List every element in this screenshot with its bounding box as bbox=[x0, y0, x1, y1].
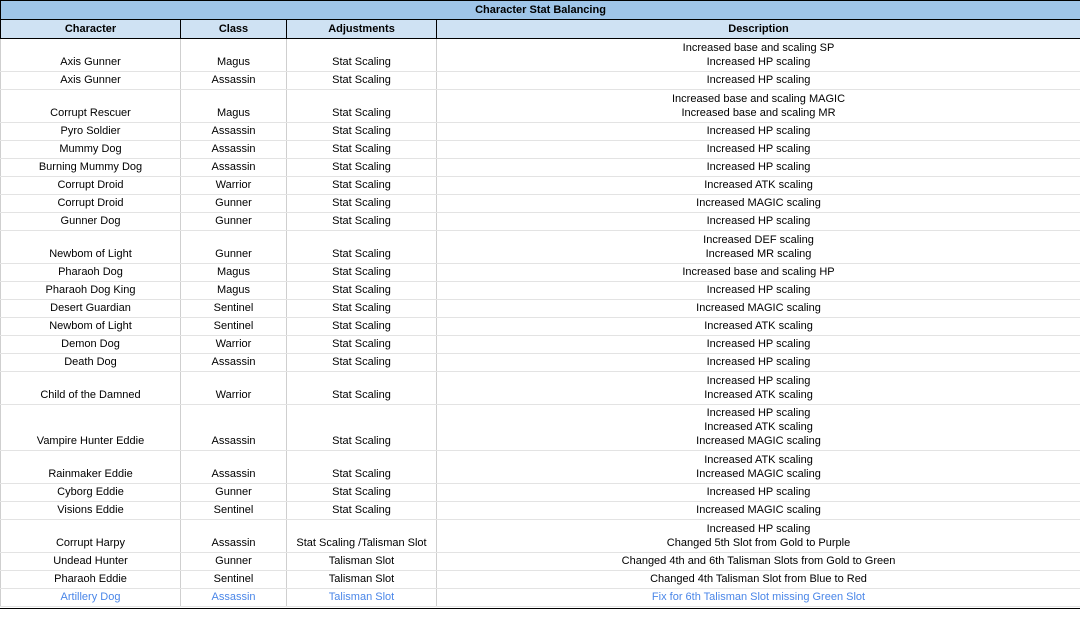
cell-description[interactable] bbox=[437, 502, 1080, 520]
cell-description[interactable] bbox=[437, 195, 1080, 213]
description-line: Increased ATK scaling bbox=[704, 179, 813, 191]
description-line: Increased DEF scaling bbox=[703, 234, 814, 246]
cell-character[interactable]: Demon Dog bbox=[1, 336, 181, 354]
description-line: Increased ATK scaling bbox=[704, 389, 813, 401]
cell-character[interactable]: Desert Guardian bbox=[1, 300, 181, 318]
cell-description[interactable] bbox=[437, 231, 1080, 264]
table-row bbox=[1, 39, 1080, 72]
cell-description[interactable] bbox=[437, 39, 1080, 72]
header-adjustments[interactable]: Adjustments bbox=[287, 20, 437, 39]
cell-adjustments[interactable]: Stat Scaling bbox=[287, 159, 437, 177]
cell-character[interactable]: Visions Eddie bbox=[1, 502, 181, 520]
description-line: Increased HP scaling bbox=[706, 486, 811, 498]
cell-character[interactable]: Undead Hunter bbox=[1, 553, 181, 571]
cell-character[interactable]: Corrupt Droid bbox=[1, 195, 181, 213]
cell-class[interactable]: Warrior bbox=[181, 177, 287, 195]
table-row bbox=[1, 502, 1080, 520]
cell-class[interactable]: Assassin bbox=[181, 123, 287, 141]
sheet-bottom-border bbox=[0, 608, 1080, 609]
header-character[interactable]: Character bbox=[1, 20, 181, 39]
cell-class[interactable]: Assassin bbox=[181, 589, 287, 607]
table-row bbox=[1, 159, 1080, 177]
cell-class[interactable]: Warrior bbox=[181, 336, 287, 354]
table-row bbox=[1, 484, 1080, 502]
table-row bbox=[1, 451, 1080, 484]
description-line: Increased HP scaling bbox=[706, 161, 811, 173]
cell-description[interactable] bbox=[437, 354, 1080, 372]
cell-adjustments[interactable]: Stat Scaling bbox=[287, 90, 437, 123]
cell-class[interactable]: Sentinel bbox=[181, 318, 287, 336]
table-row bbox=[1, 177, 1080, 195]
description-line: Increased MAGIC scaling bbox=[696, 435, 821, 447]
cell-adjustments[interactable]: Stat Scaling bbox=[287, 141, 437, 159]
description-line: Changed 4th and 6th Talisman Slots from Gold to Green bbox=[621, 555, 896, 567]
description-line: Increased base and scaling MR bbox=[681, 107, 836, 119]
description-line: Increased MAGIC scaling bbox=[696, 504, 821, 516]
cell-class[interactable]: Magus bbox=[181, 90, 287, 123]
description-line: Increased HP scaling bbox=[706, 356, 811, 368]
cell-class[interactable]: Assassin bbox=[181, 141, 287, 159]
table-row bbox=[1, 213, 1080, 231]
cell-description[interactable] bbox=[437, 484, 1080, 502]
description-line: Increased ATK scaling bbox=[704, 421, 813, 433]
cell-adjustments[interactable]: Talisman Slot bbox=[287, 589, 437, 607]
cell-description[interactable] bbox=[437, 72, 1080, 90]
cell-description[interactable] bbox=[437, 318, 1080, 336]
table-row bbox=[1, 90, 1080, 123]
description-line: Increased MAGIC scaling bbox=[696, 302, 821, 314]
cell-description[interactable] bbox=[437, 571, 1080, 589]
cell-character[interactable]: Axis Gunner bbox=[1, 72, 181, 90]
cell-description[interactable] bbox=[437, 213, 1080, 231]
description-line: Increased HP scaling bbox=[706, 284, 811, 296]
cell-class[interactable]: Sentinel bbox=[181, 502, 287, 520]
table-row bbox=[1, 405, 1080, 451]
cell-description[interactable] bbox=[437, 90, 1080, 123]
description-line: Increased ATK scaling bbox=[704, 320, 813, 332]
cell-class[interactable]: Assassin bbox=[181, 520, 287, 553]
cell-description[interactable] bbox=[437, 282, 1080, 300]
cell-class[interactable]: Assassin bbox=[181, 451, 287, 484]
cell-character[interactable]: Vampire Hunter Eddie bbox=[1, 405, 181, 451]
description-line: Changed 5th Slot from Gold to Purple bbox=[666, 537, 851, 549]
description-line: Increased HP scaling bbox=[706, 74, 811, 86]
cell-character[interactable]: Pharaoh Dog bbox=[1, 264, 181, 282]
table-row bbox=[1, 282, 1080, 300]
table-row bbox=[1, 72, 1080, 90]
cell-adjustments[interactable]: Stat Scaling bbox=[287, 195, 437, 213]
cell-class[interactable]: Sentinel bbox=[181, 300, 287, 318]
cell-class[interactable]: Assassin bbox=[181, 405, 287, 451]
cell-adjustments[interactable]: Stat Scaling bbox=[287, 336, 437, 354]
cell-class[interactable]: Warrior bbox=[181, 372, 287, 405]
cell-adjustments[interactable]: Stat Scaling bbox=[287, 451, 437, 484]
cell-description[interactable] bbox=[437, 520, 1080, 553]
cell-class[interactable]: Magus bbox=[181, 39, 287, 72]
description-line: Increased MAGIC scaling bbox=[696, 468, 821, 480]
description-line: Increased HP scaling bbox=[706, 143, 811, 155]
table-row bbox=[1, 318, 1080, 336]
description-line: Increased HP scaling bbox=[706, 56, 811, 68]
cell-description[interactable] bbox=[437, 159, 1080, 177]
cell-adjustments[interactable]: Stat Scaling bbox=[287, 405, 437, 451]
cell-adjustments[interactable]: Stat Scaling bbox=[287, 72, 437, 90]
cell-character[interactable]: Corrupt Harpy bbox=[1, 520, 181, 553]
table-row bbox=[1, 553, 1080, 571]
cell-adjustments[interactable]: Talisman Slot bbox=[287, 571, 437, 589]
table-row bbox=[1, 589, 1080, 607]
table-title[interactable]: Character Stat Balancing bbox=[1, 1, 1080, 20]
description-line: Fix for 6th Talisman Slot missing Green Slot bbox=[651, 591, 866, 603]
cell-character[interactable]: Newbom of Light bbox=[1, 231, 181, 264]
table-row bbox=[1, 520, 1080, 553]
cell-description[interactable] bbox=[437, 336, 1080, 354]
description-line: Increased MAGIC scaling bbox=[696, 197, 821, 209]
table-row bbox=[1, 195, 1080, 213]
cell-character[interactable]: Pharaoh Eddie bbox=[1, 571, 181, 589]
cell-class[interactable]: Gunner bbox=[181, 195, 287, 213]
cell-description[interactable] bbox=[437, 141, 1080, 159]
table-row bbox=[1, 231, 1080, 264]
cell-character[interactable]: Gunner Dog bbox=[1, 213, 181, 231]
cell-description[interactable] bbox=[437, 123, 1080, 141]
cell-description[interactable] bbox=[437, 264, 1080, 282]
cell-class[interactable]: Gunner bbox=[181, 484, 287, 502]
cell-adjustments[interactable]: Stat Scaling bbox=[287, 39, 437, 72]
table-row bbox=[1, 300, 1080, 318]
cell-class[interactable]: Assassin bbox=[181, 354, 287, 372]
cell-adjustments[interactable]: Stat Scaling bbox=[287, 484, 437, 502]
table-row bbox=[1, 336, 1080, 354]
description-line: Increased HP scaling bbox=[706, 125, 811, 137]
header-description[interactable]: Description bbox=[437, 20, 1080, 39]
description-line: Increased HP scaling bbox=[706, 407, 811, 419]
cell-adjustments[interactable]: Stat Scaling bbox=[287, 213, 437, 231]
cell-adjustments[interactable]: Stat Scaling bbox=[287, 123, 437, 141]
cell-adjustments[interactable]: Stat Scaling bbox=[287, 264, 437, 282]
cell-character[interactable]: Cyborg Eddie bbox=[1, 484, 181, 502]
cell-class[interactable]: Assassin bbox=[181, 159, 287, 177]
cell-description[interactable] bbox=[437, 405, 1080, 451]
cell-adjustments[interactable]: Stat Scaling bbox=[287, 231, 437, 264]
cell-character[interactable]: Rainmaker Eddie bbox=[1, 451, 181, 484]
cell-description[interactable] bbox=[437, 589, 1080, 607]
cell-character[interactable]: Corrupt Rescuer bbox=[1, 90, 181, 123]
cell-class[interactable]: Gunner bbox=[181, 213, 287, 231]
description-line: Increased HP scaling bbox=[706, 523, 811, 535]
cell-character[interactable]: Child of the Damned bbox=[1, 372, 181, 405]
table-row bbox=[1, 372, 1080, 405]
cell-adjustments[interactable]: Stat Scaling /Talisman Slot bbox=[287, 520, 437, 553]
description-line: Increased HP scaling bbox=[706, 215, 811, 227]
cell-adjustments[interactable]: Stat Scaling bbox=[287, 372, 437, 405]
cell-character[interactable]: Mummy Dog bbox=[1, 141, 181, 159]
table-row bbox=[1, 354, 1080, 372]
description-line: Changed 4th Talisman Slot from Blue to Red bbox=[650, 573, 867, 585]
description-line: Increased base and scaling SP bbox=[682, 42, 835, 54]
cell-character[interactable]: Axis Gunner bbox=[1, 39, 181, 72]
cell-adjustments[interactable]: Stat Scaling bbox=[287, 282, 437, 300]
cell-character[interactable]: Artillery Dog bbox=[1, 589, 181, 607]
cell-adjustments[interactable]: Stat Scaling bbox=[287, 354, 437, 372]
cell-character[interactable]: Death Dog bbox=[1, 354, 181, 372]
description-line: Increased ATK scaling bbox=[704, 454, 813, 466]
cell-class[interactable]: Gunner bbox=[181, 553, 287, 571]
cell-character[interactable]: Pharaoh Dog King bbox=[1, 282, 181, 300]
cell-description[interactable] bbox=[437, 553, 1080, 571]
description-line: Increased base and scaling HP bbox=[682, 266, 835, 278]
cell-adjustments[interactable]: Stat Scaling bbox=[287, 318, 437, 336]
table-row bbox=[1, 141, 1080, 159]
cell-character[interactable]: Newbom of Light bbox=[1, 318, 181, 336]
cell-description[interactable] bbox=[437, 451, 1080, 484]
cell-adjustments[interactable]: Talisman Slot bbox=[287, 553, 437, 571]
cell-class[interactable]: Assassin bbox=[181, 72, 287, 90]
table-row bbox=[1, 571, 1080, 589]
cell-adjustments[interactable]: Stat Scaling bbox=[287, 502, 437, 520]
description-line: Increased MR scaling bbox=[705, 248, 812, 260]
cell-class[interactable]: Magus bbox=[181, 282, 287, 300]
cell-description[interactable] bbox=[437, 300, 1080, 318]
cell-class[interactable]: Gunner bbox=[181, 231, 287, 264]
cell-description[interactable] bbox=[437, 372, 1080, 405]
cell-description[interactable] bbox=[437, 177, 1080, 195]
table-row bbox=[1, 123, 1080, 141]
cell-character[interactable]: Burning Mummy Dog bbox=[1, 159, 181, 177]
description-line: Increased HP scaling bbox=[706, 338, 811, 350]
table-row bbox=[1, 264, 1080, 282]
cell-adjustments[interactable]: Stat Scaling bbox=[287, 300, 437, 318]
cell-character[interactable]: Corrupt Droid bbox=[1, 177, 181, 195]
description-line: Increased HP scaling bbox=[706, 375, 811, 387]
cell-character[interactable]: Pyro Soldier bbox=[1, 123, 181, 141]
cell-class[interactable]: Magus bbox=[181, 264, 287, 282]
cell-class[interactable]: Sentinel bbox=[181, 571, 287, 589]
cell-adjustments[interactable]: Stat Scaling bbox=[287, 177, 437, 195]
description-line: Increased base and scaling MAGIC bbox=[671, 93, 846, 105]
header-class[interactable]: Class bbox=[181, 20, 287, 39]
